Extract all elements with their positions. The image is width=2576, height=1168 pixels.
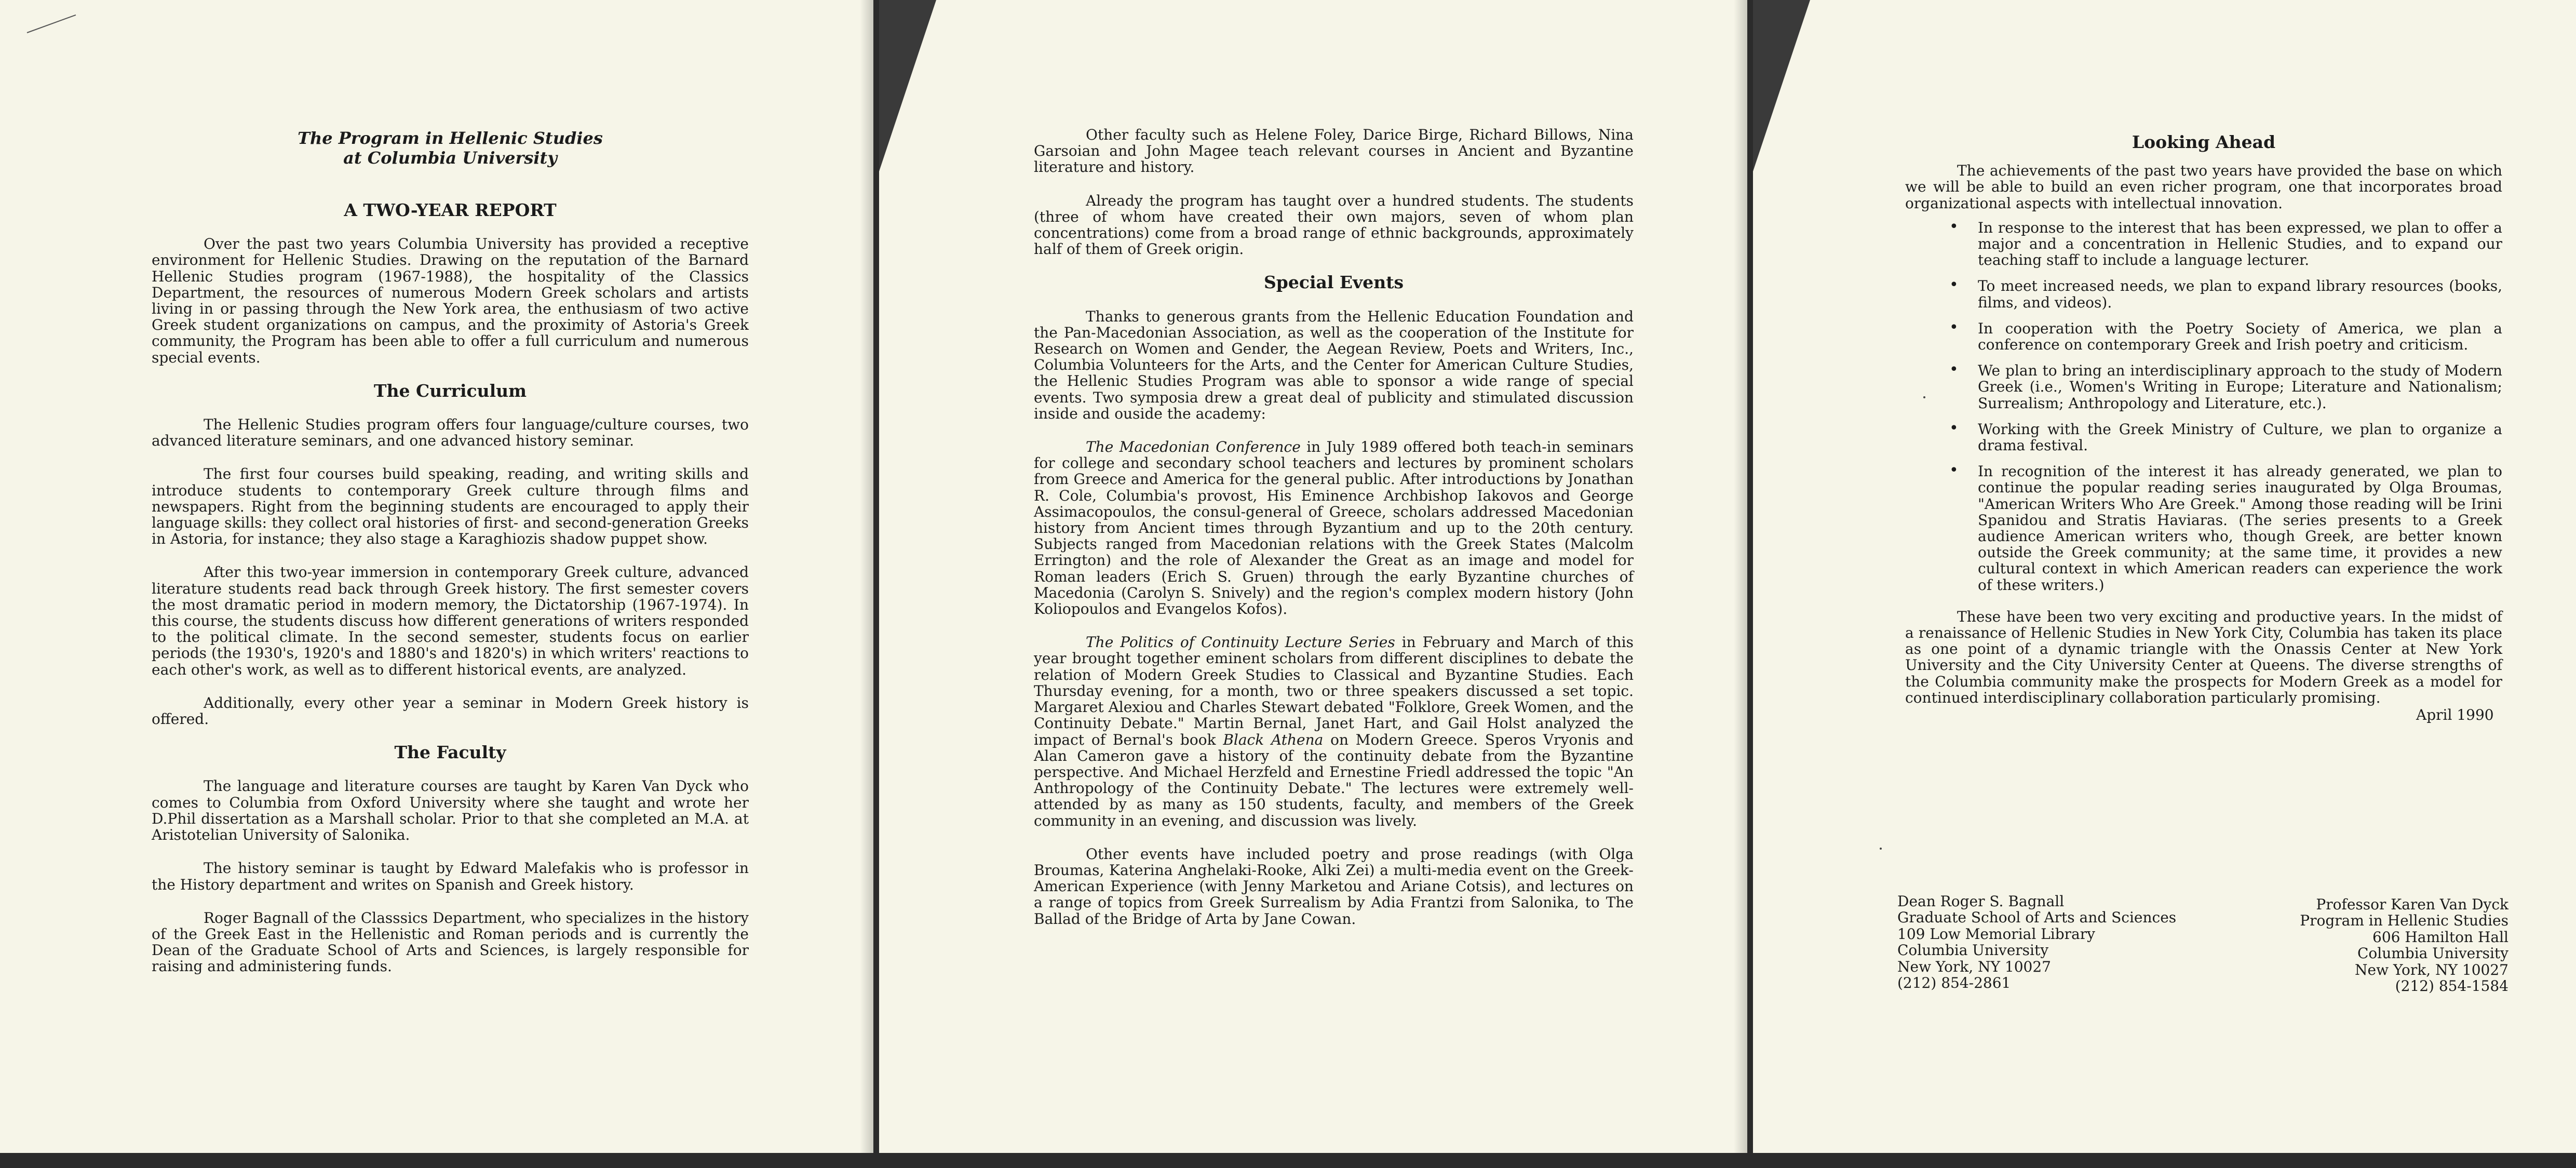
politics-text-2: on Modern Greece. Speros Vryonis and Alan Cameron gave a history of the continuity debate from the Byzantine perspective. And Michael Herzfeld and Ernestine Friedl addressed the topic "An Anthropology of the Continuity Debate." The lectures were extremely well-attended by as many as 150 students, faculty, and members of the Greek community in an evening, and discussion was lively. <box>1034 731 1634 829</box>
curriculum-paragraph-4: Additionally, every other year a seminar in Modern Greek history is offered. <box>152 694 749 728</box>
looking-ahead-heading: Looking Ahead <box>2132 132 2276 152</box>
faculty-paragraph-3: Roger Bagnall of the Classsics Department, who specializes in the history of the Greek East in the Hellenistic and Roman periods and is currently the Dean of the Graduate School of Arts and Sciences, is largely responsible for raising and administering funds. <box>152 909 749 975</box>
faculty-paragraph-1: The language and literature courses are taught by Karen Van Dyck who comes to Columbia from Oxford University where she taught and wrote her D.Phil dissertation as a Marshall scholar. Prior to that she completed an M.A. at Aristotelian University of Salonika. <box>152 777 749 844</box>
signature-line: 109 Low Memorial Library <box>1897 925 2095 943</box>
list-item: • Working with the Greek Ministry of Culture, we plan to organize a drama festival. <box>1978 421 2502 453</box>
signature-name: Professor Karen Van Dyck <box>2316 896 2508 913</box>
events-heading: Special Events <box>1263 272 1404 293</box>
macedonian-title: The Macedonian Conference <box>1086 438 1301 456</box>
politics-text-1: in February and March of this year brought together eminent scholars from different disciplines to debate the relation of Modern Greek Studies to Classical and Byzantine Studies. Each Thursday evening, for a month, two or three speakers discussed a set topic. Margaret Alexiou and Charles Stewart debated "Folklore, Greek Women, and the Continuity Debate." Martin Bernal, Janet Hart, and Gail Holst analyzed the impact of Bernal's book <box>1034 634 1634 748</box>
title-line-1: The Program in Hellenic Studies <box>298 128 603 148</box>
looking-ahead-intro: The achievements of the past two years have provided the base on which we will be able to build an even richer program, one that incorporates broad organizational aspects with intellectual innovation. <box>1905 162 2502 212</box>
list-item: • We plan to bring an interdisciplinary approach to the study of Modern Greek (i.e., Women's Writing in Europe; Literature and Nationalism; Surrealism; Anthropology and Literature, etc.). <box>1978 363 2502 411</box>
intro-paragraph: Over the past two years Columbia University has provided a receptive environment for Hellenic Studies. Drawing on the reputation of the Barnard Hellenic Studies program (1967-1988), the hospitality of the Classics Department, the resources of numerous Modern Greek scholars and artists living in or passing through the New York area, the enthusiasm of two active Greek student organizations on campus, and the proximity of Astoria's Greek community, the Program has been able to offer a full curriculum and numerous special events. <box>152 235 749 366</box>
signature-line: Program in Hellenic Studies <box>2300 912 2508 930</box>
page3-content <box>1905 134 2502 723</box>
signature-name: Dean Roger S. Bagnall <box>1897 893 2065 910</box>
folded-corner <box>879 0 936 171</box>
speck <box>1880 848 1882 850</box>
signature-block-left <box>1897 893 2176 991</box>
signature-phone: (212) 854-2861 <box>1897 974 2011 992</box>
events-paragraph-1: Thanks to generous grants from the Hellenic Education Foundation and the Pan-Macedonian Association, as well as the cooperation of the Institute for Research on Women and Gender, the Aegean Review, Poets and Writers, Inc., Columbia Volunteers for the Arts, and the Center for American Culture Studies, the Hellenic Studies Program was able to sponsor a wide range of special events. Two symposia drew a great deal of publicity and stimulated discussion inside and ouside the academy: <box>1034 307 1634 422</box>
list-item: • In response to the interest that has been expressed, we plan to offer a major and a concentration in Hellenic Studies, and to expand our teaching staff to include a language lecturer. <box>1978 220 2502 268</box>
signature-block-right <box>2300 896 2508 994</box>
signature-line: 606 Hamilton Hall <box>2372 928 2508 946</box>
events-paragraph-4: Other events have included poetry and prose readings (with Olga Broumas, Katerina Anghelaki-Rooke, Alki Zei) a multi-media event on the Greek-American Experience (with Jenny Marketou and Ariane Cotsis), and lectures on a range of topics from Greek Surrealism by Adia Frantzi from Salonika, to The Ballad of the Bridge of Arta by Jane Cowan. <box>1034 845 1634 928</box>
report-date: April 1990 <box>2416 706 2494 723</box>
faculty-heading: The Faculty <box>394 742 506 763</box>
page-edge-shadow <box>1734 0 1747 1153</box>
macedonian-text: in July 1989 offered both teach-in seminars for college and secondary school teachers and lectures by prominent scholars from Greece and America for the general public. After introductions by Jonathan R. Cole, Columbia's provost, His Eminence Archbishop Iakovos and George Assimacopoulos, the consul-general of Greece, scholars addressed Macedonian history from Ancient times through Byzantium and up to the 20th century. Subjects ranged from Macedonian relations with the Greek States (Malcolm Errington) and the role of Alexander the Great as an image and model for Roman leaders (Erich S. Gruen) through the early Byzantine churches of Macedonia (Carolyn S. Snively) and the region's complex modern history (John Koliopoulos and Evangelos Kofos). <box>1034 438 1634 618</box>
page1-content <box>152 128 749 992</box>
signature-line: Graduate School of Arts and Sciences <box>1897 909 2177 927</box>
closing-paragraph: These have been two very exciting and productive years. In the midst of a renaissance of Hellenic Studies in New York City, Columbia has taken its place as one point of a dynamic triangle with the Onassis Center at New York University and the City University Center at Queens. The diverse strengths of the Columbia community make the prospects for Modern Greek as a model for continued interdisciplinary collaboration particularly promising. <box>1905 608 2502 706</box>
curriculum-heading: The Curriculum <box>373 380 527 401</box>
document-page-2 <box>879 0 1747 1153</box>
curriculum-paragraph-2: The first four courses build speaking, reading, and writing skills and introduce students to contemporary Greek culture through films and newspapers. Right from the beginning students are encouraged to apply their language skills: they collect oral histories of first- and second-generation Greeks in Astoria, for instance; they also stage a Karaghiozis shadow puppet show. <box>152 465 749 548</box>
politics-book-title: Black Athena <box>1223 731 1324 748</box>
list-item: • In cooperation with the Poetry Society of America, we plan a conference on contemporary Greek and Irish poetry and criticism. <box>1978 320 2502 353</box>
folded-corner <box>1753 0 1810 171</box>
document-page-3 <box>1753 0 2576 1153</box>
macedonian-paragraph <box>1034 439 1634 617</box>
politics-paragraph <box>1034 634 1634 828</box>
list-item: • To meet increased needs, we plan to expand library resources (books, films, and videos). <box>1978 278 2502 310</box>
list-item: • In recognition of the interest it has already generated, we plan to continue the popular reading series inaugurated by Olga Broumas, "American Writers Who Are Greek." Among those reading will be Irini Spanidou and Stratis Haviaras. (The series presents to a Greek audience American writers who, though Greek, are better known outside the Greek community; at the same time, it provides a new cultural context in which American readers can experience the work of these writers.) <box>1978 463 2502 593</box>
curriculum-paragraph-3: After this two-year immersion in contemporary Greek culture, advanced literature students read back through Greek history. The first semester covers the most dramatic period in modern memory, the Dictatorship (1967-1974). In this course, the students discuss how different generations of writers responded to the political climate. In the second semester, students focus on earlier periods (the 1930's, 1920's and 1880's and 1820's) in which writers' reactions to each other's work, as well as to different historical events, are analyzed. <box>152 563 749 678</box>
faculty-paragraph-2: The history seminar is taught by Edward Malefakis who is professor in the History department and writes on Spanish and Greek history. <box>152 860 749 893</box>
signature-line: New York, NY 10027 <box>2355 961 2508 978</box>
document-page-1 <box>0 0 873 1153</box>
page-edge-shadow <box>860 0 873 1153</box>
curriculum-paragraph-1: The Hellenic Studies program offers four language/culture courses, two advanced literature seminars, and one advanced history seminar. <box>152 416 749 450</box>
signature-phone: (212) 854-1584 <box>2395 977 2508 995</box>
document-title <box>152 128 749 168</box>
title-line-2: at Columbia University <box>343 148 557 168</box>
signature-line: Columbia University <box>2357 945 2508 962</box>
faculty-paragraph-5: Already the program has taught over a hundred students. The students (three of whom have created their own majors, seven of whom plan concentrations) come from a broad range of ethnic backgrounds, approximately half of them of Greek origin. <box>1034 192 1634 258</box>
pencil-mark <box>27 15 76 33</box>
plans-list <box>1905 220 2502 593</box>
politics-title: The Politics of Continuity Lecture Series <box>1086 634 1395 651</box>
report-heading: A TWO-YEAR REPORT <box>344 200 557 220</box>
signature-line: Columbia University <box>1897 942 2049 959</box>
signature-line: New York, NY 10027 <box>1897 958 2051 975</box>
page2-content <box>1034 127 1634 944</box>
faculty-paragraph-4: Other faculty such as Helene Foley, Darice Birge, Richard Billows, Nina Garsoian and John Magee teach relevant courses in Ancient and Byzantine literature and history. <box>1034 126 1634 176</box>
